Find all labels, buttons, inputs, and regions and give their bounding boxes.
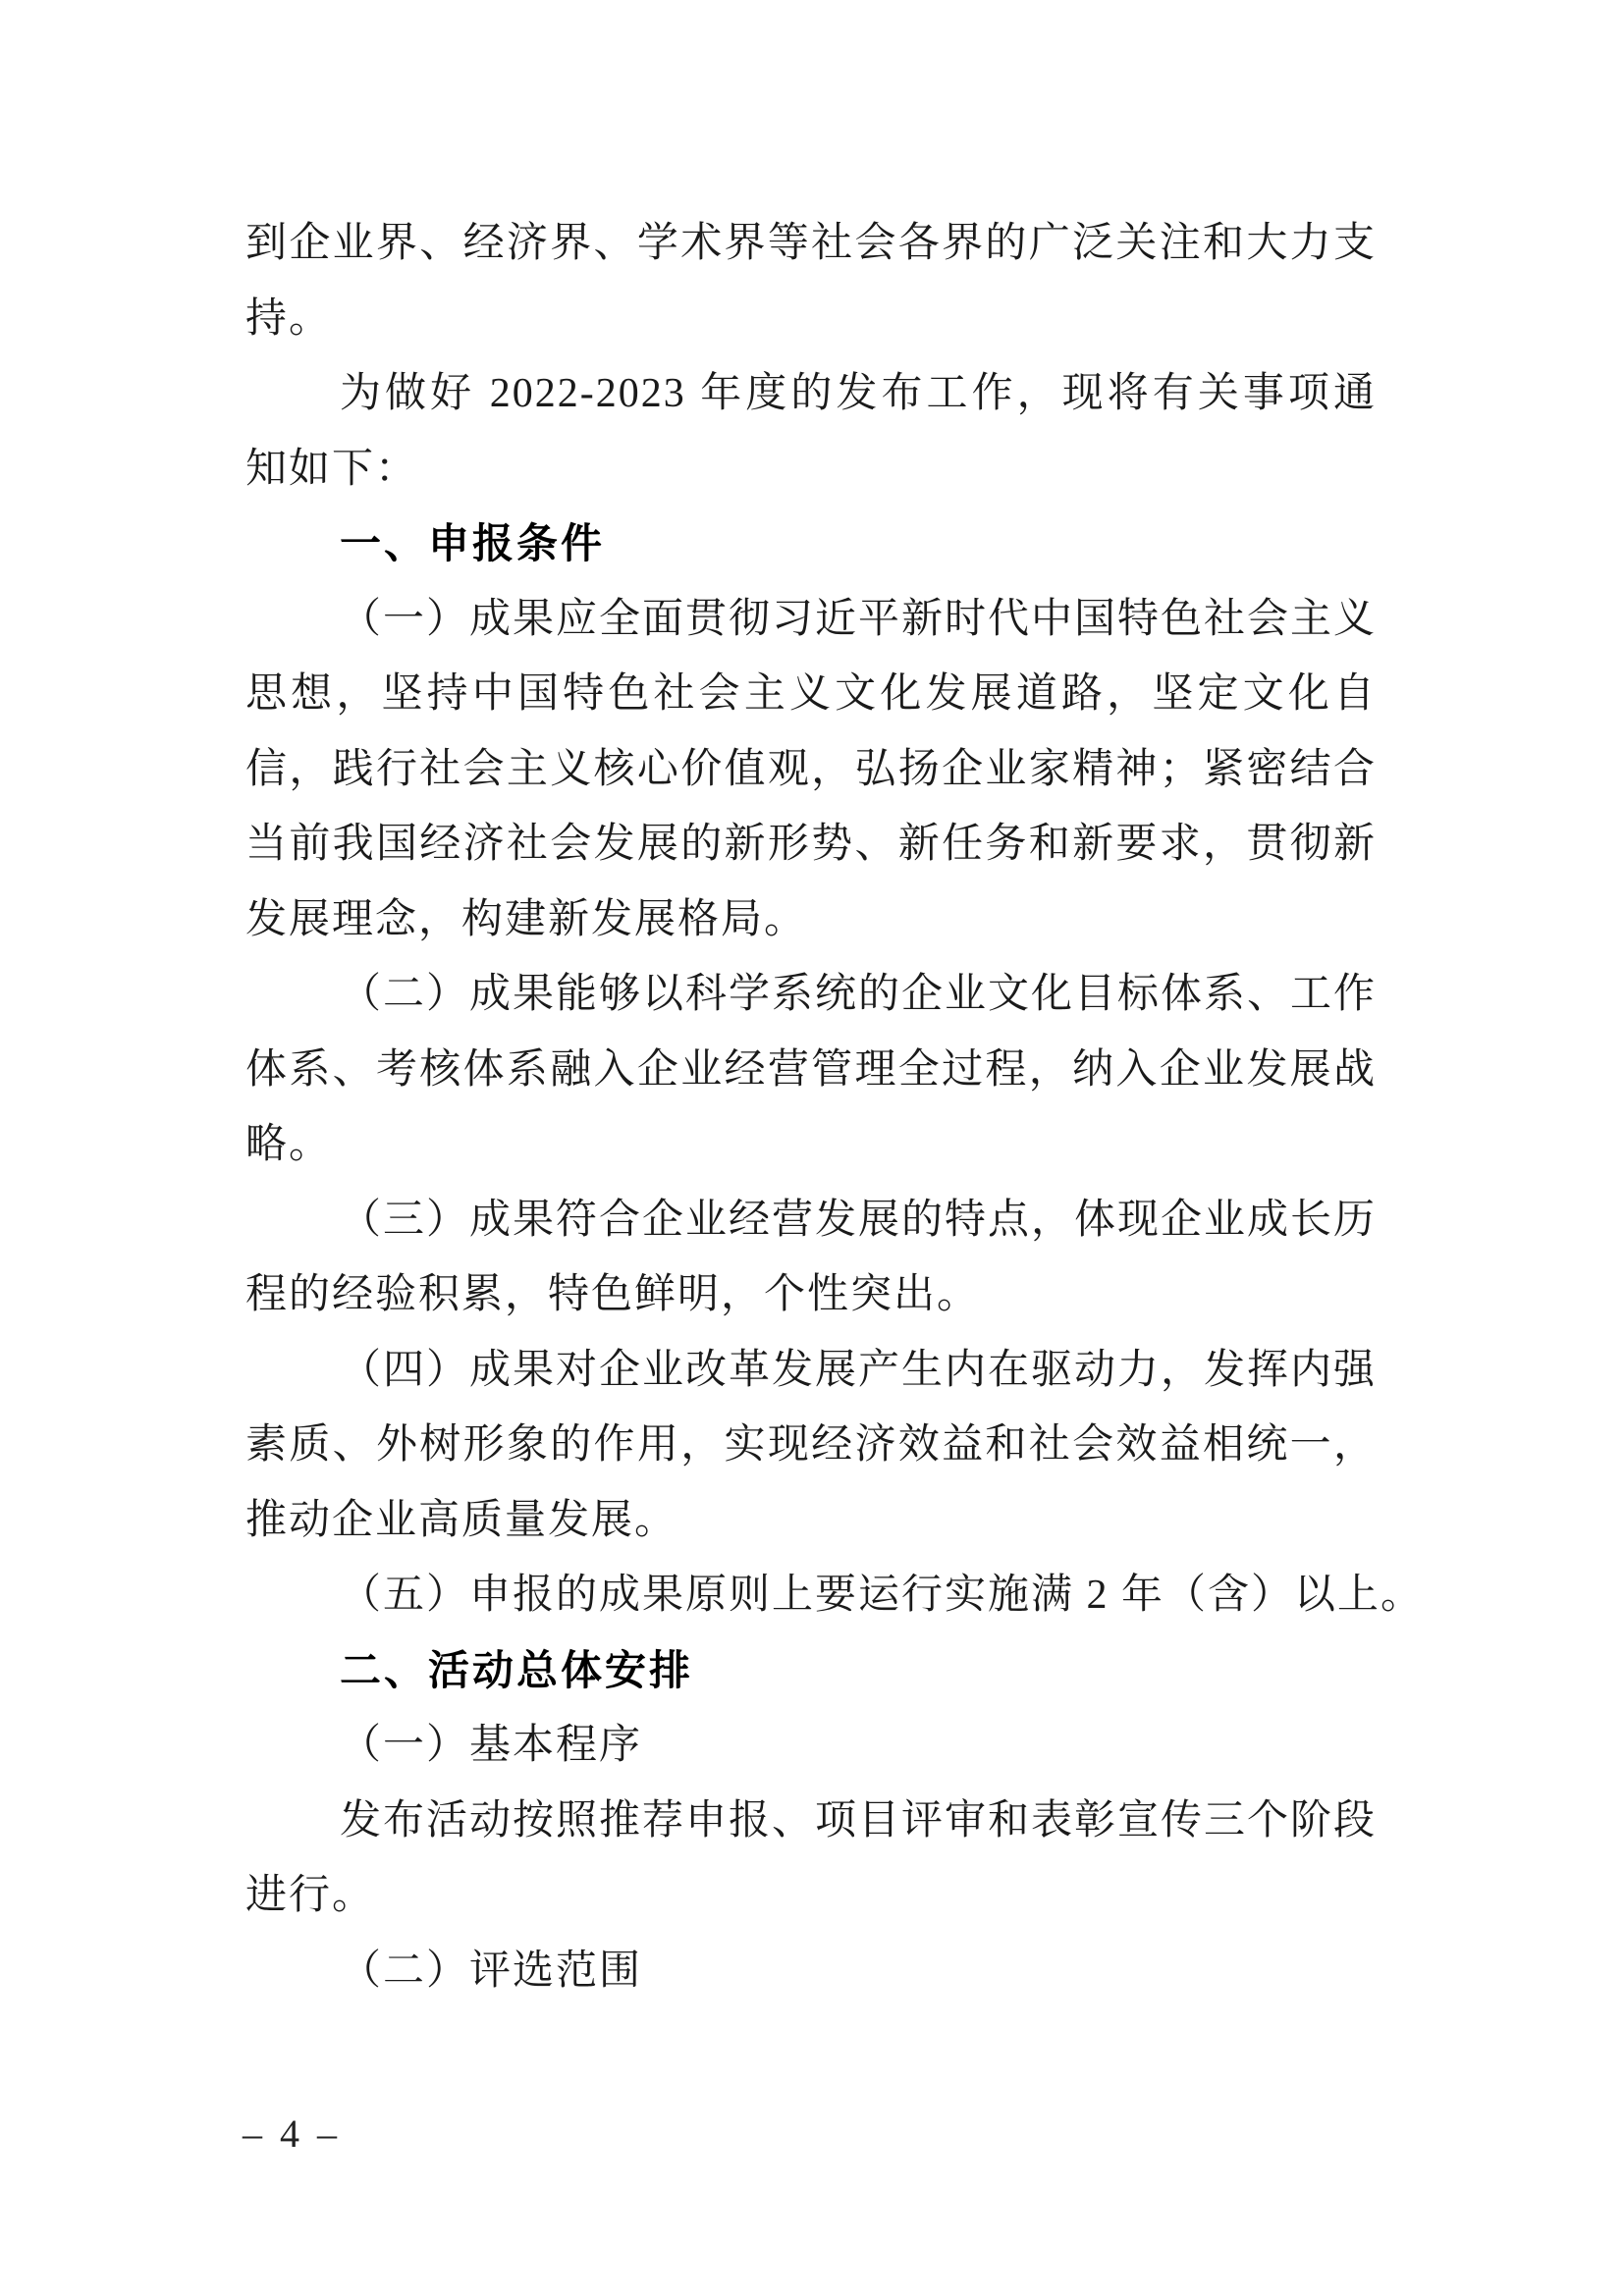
paragraph-condition-4: （四）成果对企业改革发展产生内在驱动力，发挥内强素质、外树形象的作用，实现经济效益和社会效益相统一，推动企业高质量发展。 [245, 1347, 1378, 1543]
paragraph-continued-from-previous-page: 到企业界、经济界、学术界等社会各界的广泛关注和大力支持。 [245, 221, 1377, 342]
paragraph-subsection-selection-scope: （二）评选范围 [340, 1948, 643, 1994]
paragraph-condition-1: （一）成果应全面贯彻习近平新时代中国特色社会主义思想，坚持中国特色社会主义文化发展道路，坚定文化自信，践行社会主义核心价值观，弘扬企业家精神；紧密结合当前我国经济社会发展的新形势、新任务和新要求，贯彻新发展理念，构建新发展格局。 [245, 596, 1378, 942]
paragraph-procedure-stages: 发布活动按照推荐申报、项目评审和表彰宣传三个阶段进行。 [245, 1797, 1378, 1918]
paragraph-condition-2: （二）成果能够以科学系统的企业文化目标体系、工作体系、考核体系融入企业经营管理全过程，纳入企业发展战略。 [245, 972, 1378, 1167]
page-number: – 4 – [243, 2111, 341, 2156]
document-body [245, 206, 1425, 2008]
paragraph-condition-3: （三）成果符合企业经营发展的特点，体现企业成长历程的经验积累，特色鲜明，个性突出。 [245, 1197, 1378, 1317]
paragraph-intro-notice: 为做好 2022-2023 年度的发布工作，现将有关事项通知如下： [245, 371, 1377, 492]
section-heading-2: 二、活动总体安排 [340, 1646, 694, 1693]
section-heading-1: 一、申报条件 [340, 520, 606, 566]
paragraph-condition-5: （五）申报的成果原则上要运行实施满 2 年（含）以上。 [340, 1573, 1425, 1618]
paragraph-subsection-basic-procedure: （一）基本程序 [340, 1723, 643, 1768]
